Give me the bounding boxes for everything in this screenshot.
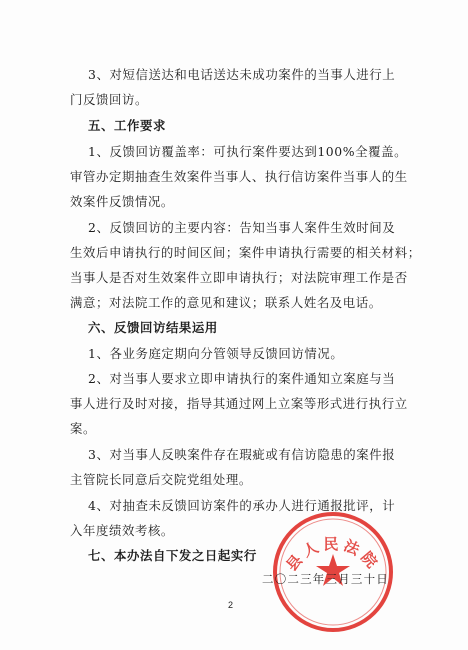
- signature-date: 二〇二三年三月三十日: [262, 572, 389, 586]
- body-line: 当事人是否对生效案件立即申请执行；对法院审理工作是否: [70, 270, 408, 285]
- body-line: 事人进行及时对接，指导其通过网上立案等形式进行执行立: [70, 396, 408, 411]
- body-line: 满意；对法院工作的意见和建议；联系人姓名及电话。: [70, 295, 382, 310]
- body-line: 3、对短信送达和电话送达未成功案件的当事人进行上: [88, 67, 396, 82]
- section-heading: 七、本办法自下发之日起实行: [88, 548, 257, 563]
- page-number: 2: [228, 600, 234, 610]
- body-line: 案。: [70, 421, 96, 436]
- body-line: 效案件反馈情况。: [70, 194, 174, 209]
- svg-text:县人民法院: 县人民法院: [282, 535, 384, 575]
- section-heading: 六、反馈回访结果运用: [88, 320, 218, 335]
- body-line: 主管院长同意后交院党组处理。: [70, 472, 252, 487]
- section-heading: 五、工作要求: [88, 118, 166, 133]
- body-line: 2、反馈回访的主要内容：告知当事人案件生效时间及: [88, 220, 396, 235]
- body-line: 审管办定期抽查生效案件当事人、执行信访案件当事人的生: [70, 169, 408, 184]
- body-line: 1、反馈回访覆盖率：可执行案件要达到100%全覆盖。: [88, 144, 408, 159]
- body-line: 生效后申请执行的时间区间；案件申请执行需要的相关材料；: [70, 245, 421, 260]
- body-line: 1、各业务庭定期向分管领导反馈回访情况。: [88, 346, 344, 361]
- body-line: 3、对当事人反映案件存在瑕疵或有信访隐患的案件报: [88, 447, 396, 462]
- body-line: 入年度绩效考核。: [70, 523, 174, 538]
- body-line: 门反馈回访。: [70, 92, 148, 107]
- body-line: 4、对抽查未反馈回访案件的承办人进行通报批评，计: [88, 498, 396, 513]
- body-line: 2、对当事人要求立即申请执行的案件通知立案庭与当: [88, 371, 396, 386]
